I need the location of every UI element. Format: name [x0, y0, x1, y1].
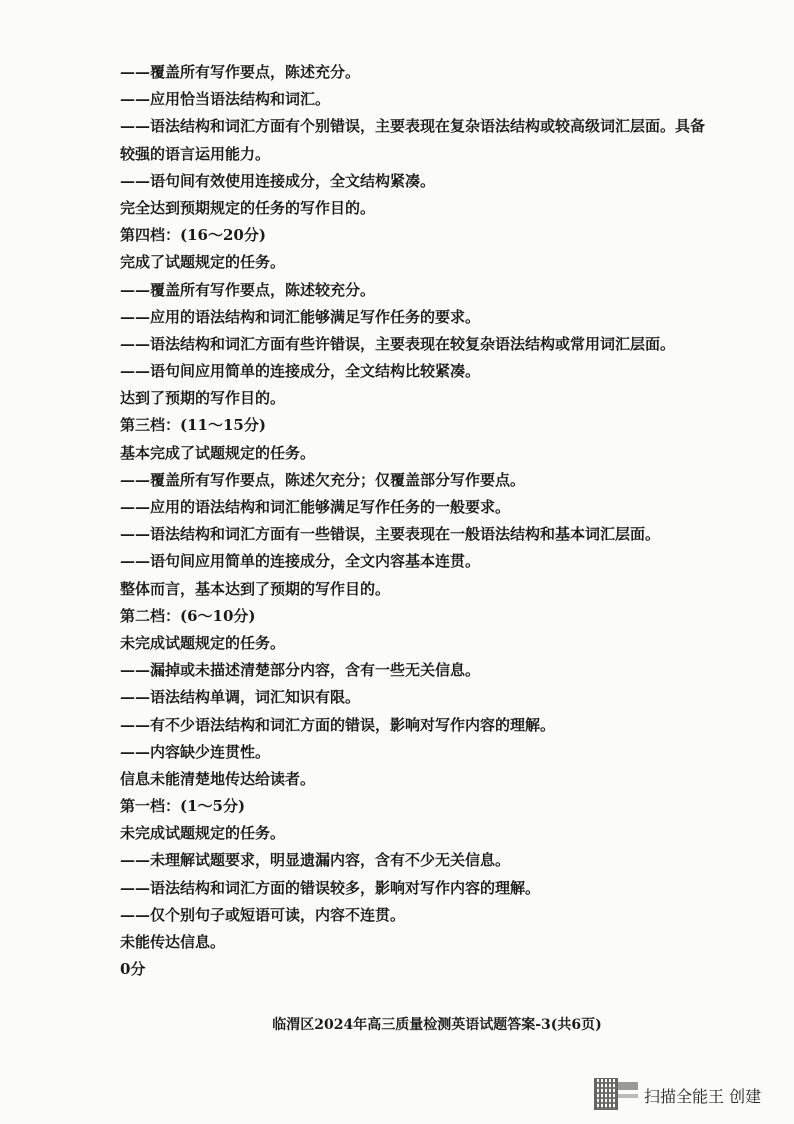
grade-heading: 第一档：(1～5分)	[120, 797, 246, 816]
footer-text: 临渭区2024年高三质量检测英语试题答案-3(共6页)	[272, 1017, 602, 1033]
text-line: ——覆盖所有写作要点，陈述较充分。	[120, 280, 376, 299]
text-line: 未完成试题规定的任务。	[120, 633, 286, 652]
text-line: 完全达到预期规定的任务的写作目的。	[120, 198, 376, 217]
text-line: ——语法结构和词汇方面有一些错误，主要表现在一般语法结构和基本词汇层面。	[120, 525, 661, 544]
text-line: ——语法结构单调，词汇知识有限。	[120, 688, 361, 707]
grade-heading: 第三档：(11～15分)	[120, 416, 266, 435]
page-footer	[0, 1014, 794, 1034]
text-line: 未能传达信息。	[120, 933, 226, 951]
text-line: ——应用恰当语法结构和词汇。	[120, 90, 331, 109]
text-line: 较强的语言运用能力。	[120, 144, 271, 163]
text-line: ——仅个别句子或短语可读，内容不连贯。	[120, 905, 406, 924]
qr-code-icon	[594, 1078, 638, 1112]
scanner-watermark	[594, 1078, 761, 1112]
text-line: ——语法结构和词汇方面有个别错误，主要表现在复杂语法结构或较高级词汇层面。具备	[120, 117, 706, 136]
text-line: ——语句间应用简单的连接成分，全文结构比较紧凑。	[120, 362, 481, 381]
text-line: ——语法结构和词汇方面有些许错误，主要表现在较复杂语法结构或常用词汇层面。	[120, 334, 676, 353]
text-line: ——语句间有效使用连接成分，全文结构紧凑。	[120, 171, 436, 190]
text-line: ——未理解试题要求，明显遗漏内容，含有不少无关信息。	[120, 851, 511, 870]
text-line: 完成了试题规定的任务。	[120, 253, 286, 272]
text-line: 整体而言，基本达到了预期的写作目的。	[120, 579, 391, 598]
watermark-text: 扫描全能王 创建	[644, 1086, 762, 1106]
text-line: ——覆盖所有写作要点，陈述充分。	[120, 63, 361, 81]
text-line: ——有不少语法结构和词汇方面的错误，影响对写作内容的理解。	[120, 715, 556, 734]
text-line: 基本完成了试题规定的任务。	[120, 443, 316, 462]
grade-heading: 0分	[120, 960, 146, 979]
text-line: ——语法结构和词汇方面的错误较多，影响对写作内容的理解。	[120, 878, 541, 897]
grade-heading: 第二档：(6～10分)	[120, 606, 256, 625]
text-line: ——应用的语法结构和词汇能够满足写作任务的一般要求。	[120, 498, 511, 516]
text-line: ——漏掉或未描述清楚部分内容，含有一些无关信息。	[120, 661, 481, 680]
scoring-criteria	[120, 59, 720, 983]
grade-heading: 第四档：(16～20分)	[120, 226, 266, 245]
text-line: 信息未能清楚地传达给读者。	[120, 769, 316, 788]
text-line: ——应用的语法结构和词汇能够满足写作任务的要求。	[120, 307, 481, 326]
text-line: ——语句间应用简单的连接成分，全文内容基本连贯。	[120, 552, 481, 571]
text-line: ——内容缺少连贯性。	[120, 742, 271, 761]
text-line: 达到了预期的写作目的。	[120, 389, 286, 408]
text-line: 未完成试题规定的任务。	[120, 824, 286, 843]
text-line: ——覆盖所有写作要点，陈述欠充分；仅覆盖部分写作要点。	[120, 470, 526, 489]
